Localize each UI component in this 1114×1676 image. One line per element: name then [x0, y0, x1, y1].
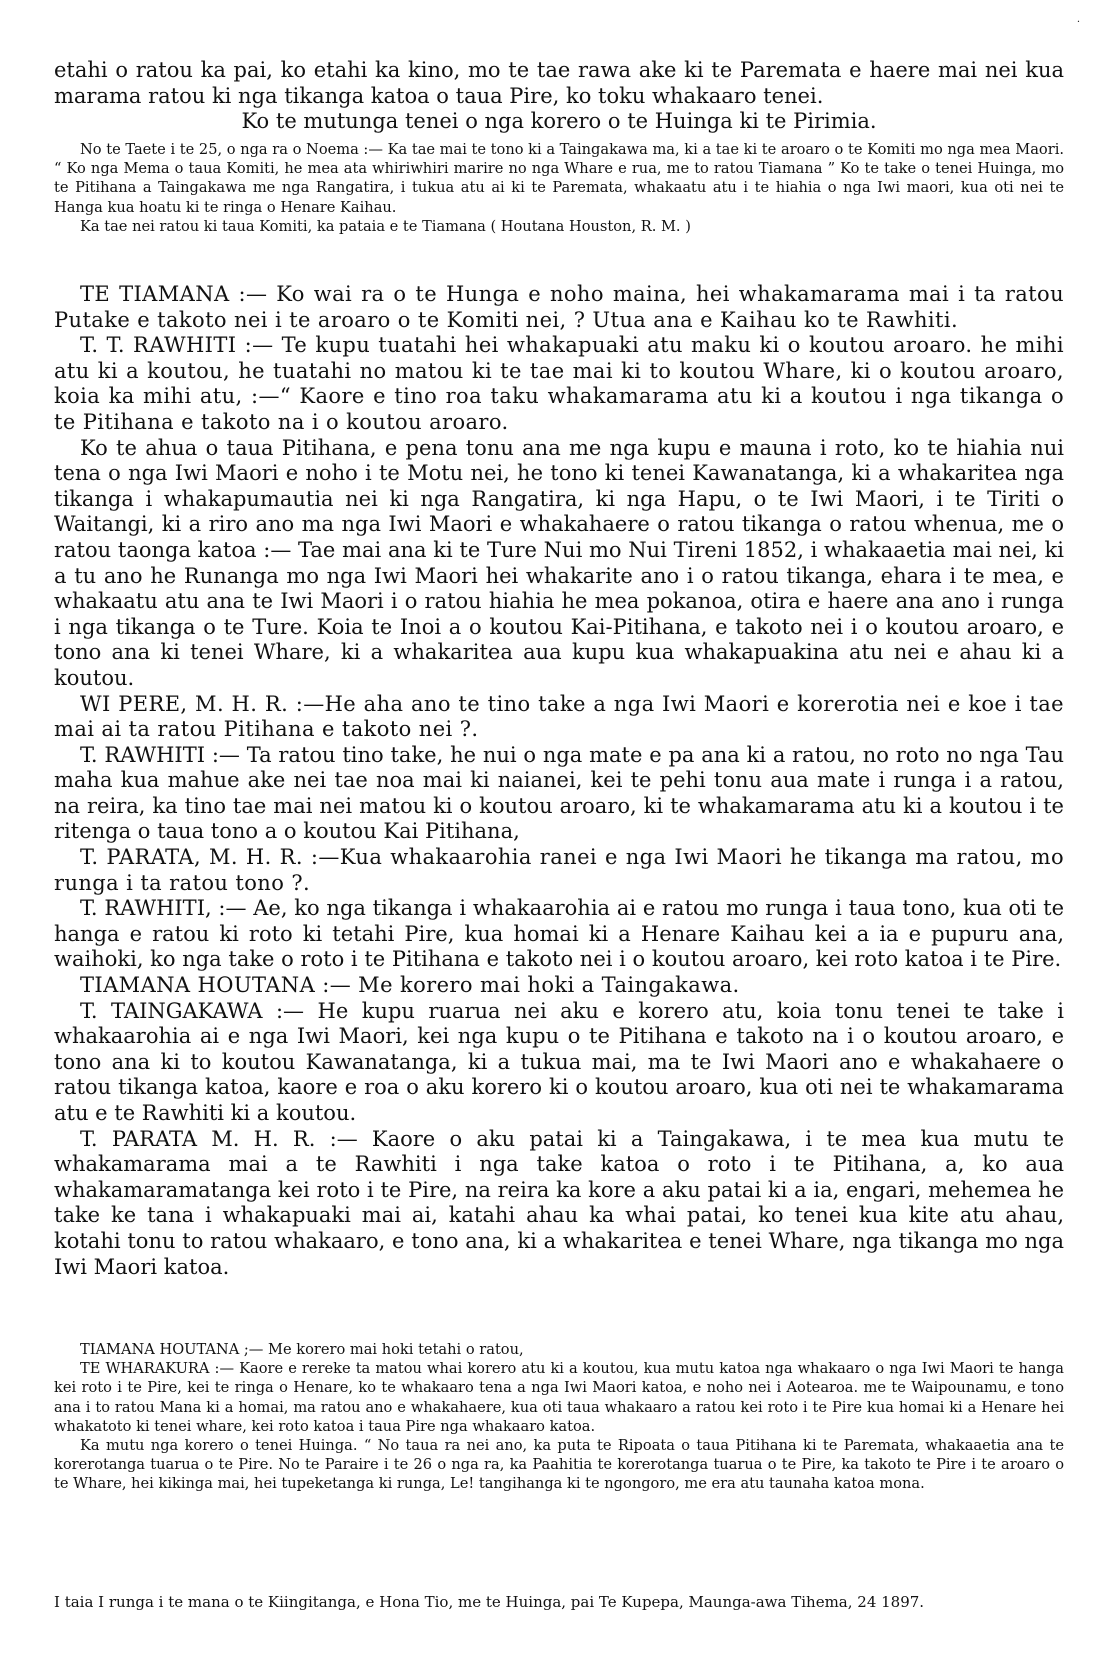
dialogue-block [54, 282, 1064, 1280]
speech-parata-1: T. PARATA, M. H. R. :—Kua whakaarohia ranei e nga Iwi Maori he tikanga ma ratou, mo runga i ta ratou tono ?. [54, 845, 1064, 895]
intro-block [54, 58, 1064, 135]
closing-report-paragraph: Ka mutu nga korero o tenei Huinga. “ No taua ra nei ano, ka puta te Ripoata o taua Pitihana ki te Paremata, whakaaetia ana te korerotanga tuarua o te Pire. No te Paraire i te 26 o nga ra, ka Paahitia te korerotanga tuarua o te Pire, ka takoto te Pire i te aroaro o te Whare, hei kikinga mai, hei tupeketanga ki runga, Le! tangihanga ki te ngongoro, me era atu taunaha katoa mona. [54, 1437, 1064, 1493]
meeting-notice-paragraph: No te Taete i te 25, o nga ra o Noema :— Ka tae mai te tono ki a Taingakawa ma, ki a tae ki te aroaro o te Komiti mo nga mea Maori. “ Ko nga Mema o taua Komiti, he mea ata whiriwhiri marire no nga Whare e rua, me to ratou Tiamana ” Ko te take o tenei Huinga, mo te Pitihana a Taingakawa me nga Rangatira, i tukua atu ai ki te Paremata, whakaatu atu i te hiahia o nga Iwi maori, kua oti nei te Hanga kua hoatu ki te ringa o Henare Kaihau. [54, 141, 1064, 216]
chairman-question-paragraph: Ka tae nei ratou ki taua Komiti, ka pataia e te Tiamana ( Houtana Houston, R. M. ) [80, 217, 691, 235]
printer-footer: I taia I runga i te mana o te Kiingitanga, e Hona Tio, me te Huinga, pai Te Kupepa, Maunga-awa Tihema, 24 1897. [54, 1593, 925, 1611]
speech-tiamana: TE TIAMANA :— Ko wai ra o te Hunga e noho maina, hei whakamarama mai i ta ratou Putake e takoto nei i te aroaro o te Komiti nei, ? Utua ana e Kaihau ko te Rawhiti. [54, 282, 1064, 332]
section-heading: Ko te mutunga tenei o nga korero o te Huinga ki te Pirimia. [241, 109, 877, 134]
speech-wharakura: TE WHARAKURA :— Kaore e rereke ta matou whai korero atu ki a koutou, kua mutu katoa nga whakaaro o nga Iwi Maori te hanga kei roto i te Pire, kei te ringa o Henare, ko te whakaaro tena a nga Iwi Maori katoa, e noho nei i Aotearoa. me te Waipounamu, e tono ana i to ratou Mana ki a homai, ma ratou ano e whakahaere, kua oti taua whakaaro a ratou kei roto i te Pire kua homai ki a Henare hei whakatoto ki tenei whare, kei roto katoa i taua Pire nga whakaaro katoa. [54, 1360, 1064, 1435]
meeting-notice-block [54, 140, 1064, 236]
speech-parata-2: T. PARATA M. H. R. :— Kaore o aku patai ki a Taingakawa, i te mea kua mutu te whakamarama mai a te Rawhiti i nga take katoa o roto i te Pitihana, a, ko aua whakamaramatanga kei roto i te Pire, na reira ka kore a aku patai ki a ia, engari, mehemea he take ke tana i whakapuaki mai ai, katahi ahau ka whai patai, ko tenei kua kite atu ahau, kotahi tonu to ratou whakaaro, e tono ana, ki a whakaritea e tenei Whare, nga tikanga mo nga Iwi Maori katoa. [54, 1126, 1064, 1279]
speech-rawhiti-2: Ko te ahua o taua Pitihana, e pena tonu ana me nga kupu e mauna i roto, ko te hiahia nui tena o nga Iwi Maori e noho i te Motu nei, he tono ki tenei Kawanatanga, ki a whakaritea nga tikanga i whakapumautia nei ki nga Rangatira, ki nga Hapu, o te Iwi Maori, i te Tiriti o Waitangi, ki a riro ano ma nga Iwi Maori e whakahaere o ratou tikanga o ratou whenua, me o ratou taonga katoa :— Tae mai ana ki te Ture Nui mo Nui Tireni 1852, i whakaaetia mai nei, ki a tu ano he Runanga mo nga Iwi Maori hei whakarite ano i o ratou tikanga, ehara i te mea, e whakaatu atu ana te Iwi Maori i o ratou hiahia he mea pokanoa, otira e haere ana ano i runga i nga tikanga o te Ture. Koia te Inoi a o koutou Kai-Pitihana, e takoto nei i o koutou aroaro, e tono ana ki tenei Whare, ki a whakaritea aua kupu kua whakapuakina atu nei e ahau ki a koutou. [54, 435, 1064, 690]
speech-rawhiti-4: T. RAWHITI, :— Ae, ko nga tikanga i whakaarohia ai e ratou mo runga i taua tono, kua oti te hanga e ratou ki roto ki tetahi Pire, kua homai ki a Henare Kaihau kei a ia e pupuru ana, waihoki, ko nga take o roto i te Pitihana e takoto nei i o koutou aroaro, kei roto katoa i te Pire. [54, 896, 1064, 972]
speech-tiamana-houtana: TIAMANA HOUTANA :— Me korero mai hoki a Taingakawa. [80, 973, 740, 998]
speech-wi-pere: WI PERE, M. H. R. :—He aha ano te tino take a nga Iwi Maori e korerotia nei e koe i tae mai ai ta ratou Pitihana e takoto nei ?. [54, 691, 1064, 742]
intro-paragraph: etahi o ratou ka pai, ko etahi ka kino, mo te tae rawa ake ki te Paremata e haere mai nei kua marama ratou ki nga tikanga katoa o taua Pire, ko toku whakaaro tenei. [54, 58, 1064, 108]
speech-rawhiti-3: T. RAWHITI :— Ta ratou tino take, he nui o nga mate e pa ana ki a ratou, no roto no nga Tau maha kua mahue ake nei tae noa mai ki naianei, kei te pehi tonu aua mate i runga i a ratou, na reira, ka tino tae mai nei matou ki o koutou aroaro, ki te whakamarama atu ki a koutou i te ritenga o taua tono a o koutou Kai Pitihana, [54, 742, 1064, 844]
speech-taingakawa: T. TAINGAKAWA :— He kupu ruarua nei aku e korero atu, koia tonu tenei te take i whakaarohia ai e nga Iwi Maori, kei nga kupu o te Pitihana e takoto na i o koutou aroaro, e tono ana ki to koutou Kawanatanga, ki a tukua mai, ma te Iwi Maori ano e whakahaere o ratou tikanga katoa, kaore e roa o aku korero ki o koutou aroaro, kua oti nei te whakamarama atu e te Rawhiti ki a koutou. [54, 998, 1064, 1125]
speech-tiamana-houtana-small: TIAMANA HOUTANA ;— Me korero mai hoki tetahi o ratou, [80, 1341, 524, 1358]
closing-block [54, 1340, 1064, 1494]
speech-rawhiti-1: T. T. RAWHITI :— Te kupu tuatahi hei whakapuaki atu maku ki o koutou aroaro. he mihi atu ki a koutou, he tuatahi no matou ki te tae mai ki to koutou Whare, ki o koutou aroaro, koia ka mihi atu, :—“ Kaore e tino roa taku whakamarama atu ki a koutou i nga tikanga o te Pitihana e takoto na i o koutou aroaro. [54, 333, 1064, 434]
corner-mark: . [1076, 14, 1080, 25]
